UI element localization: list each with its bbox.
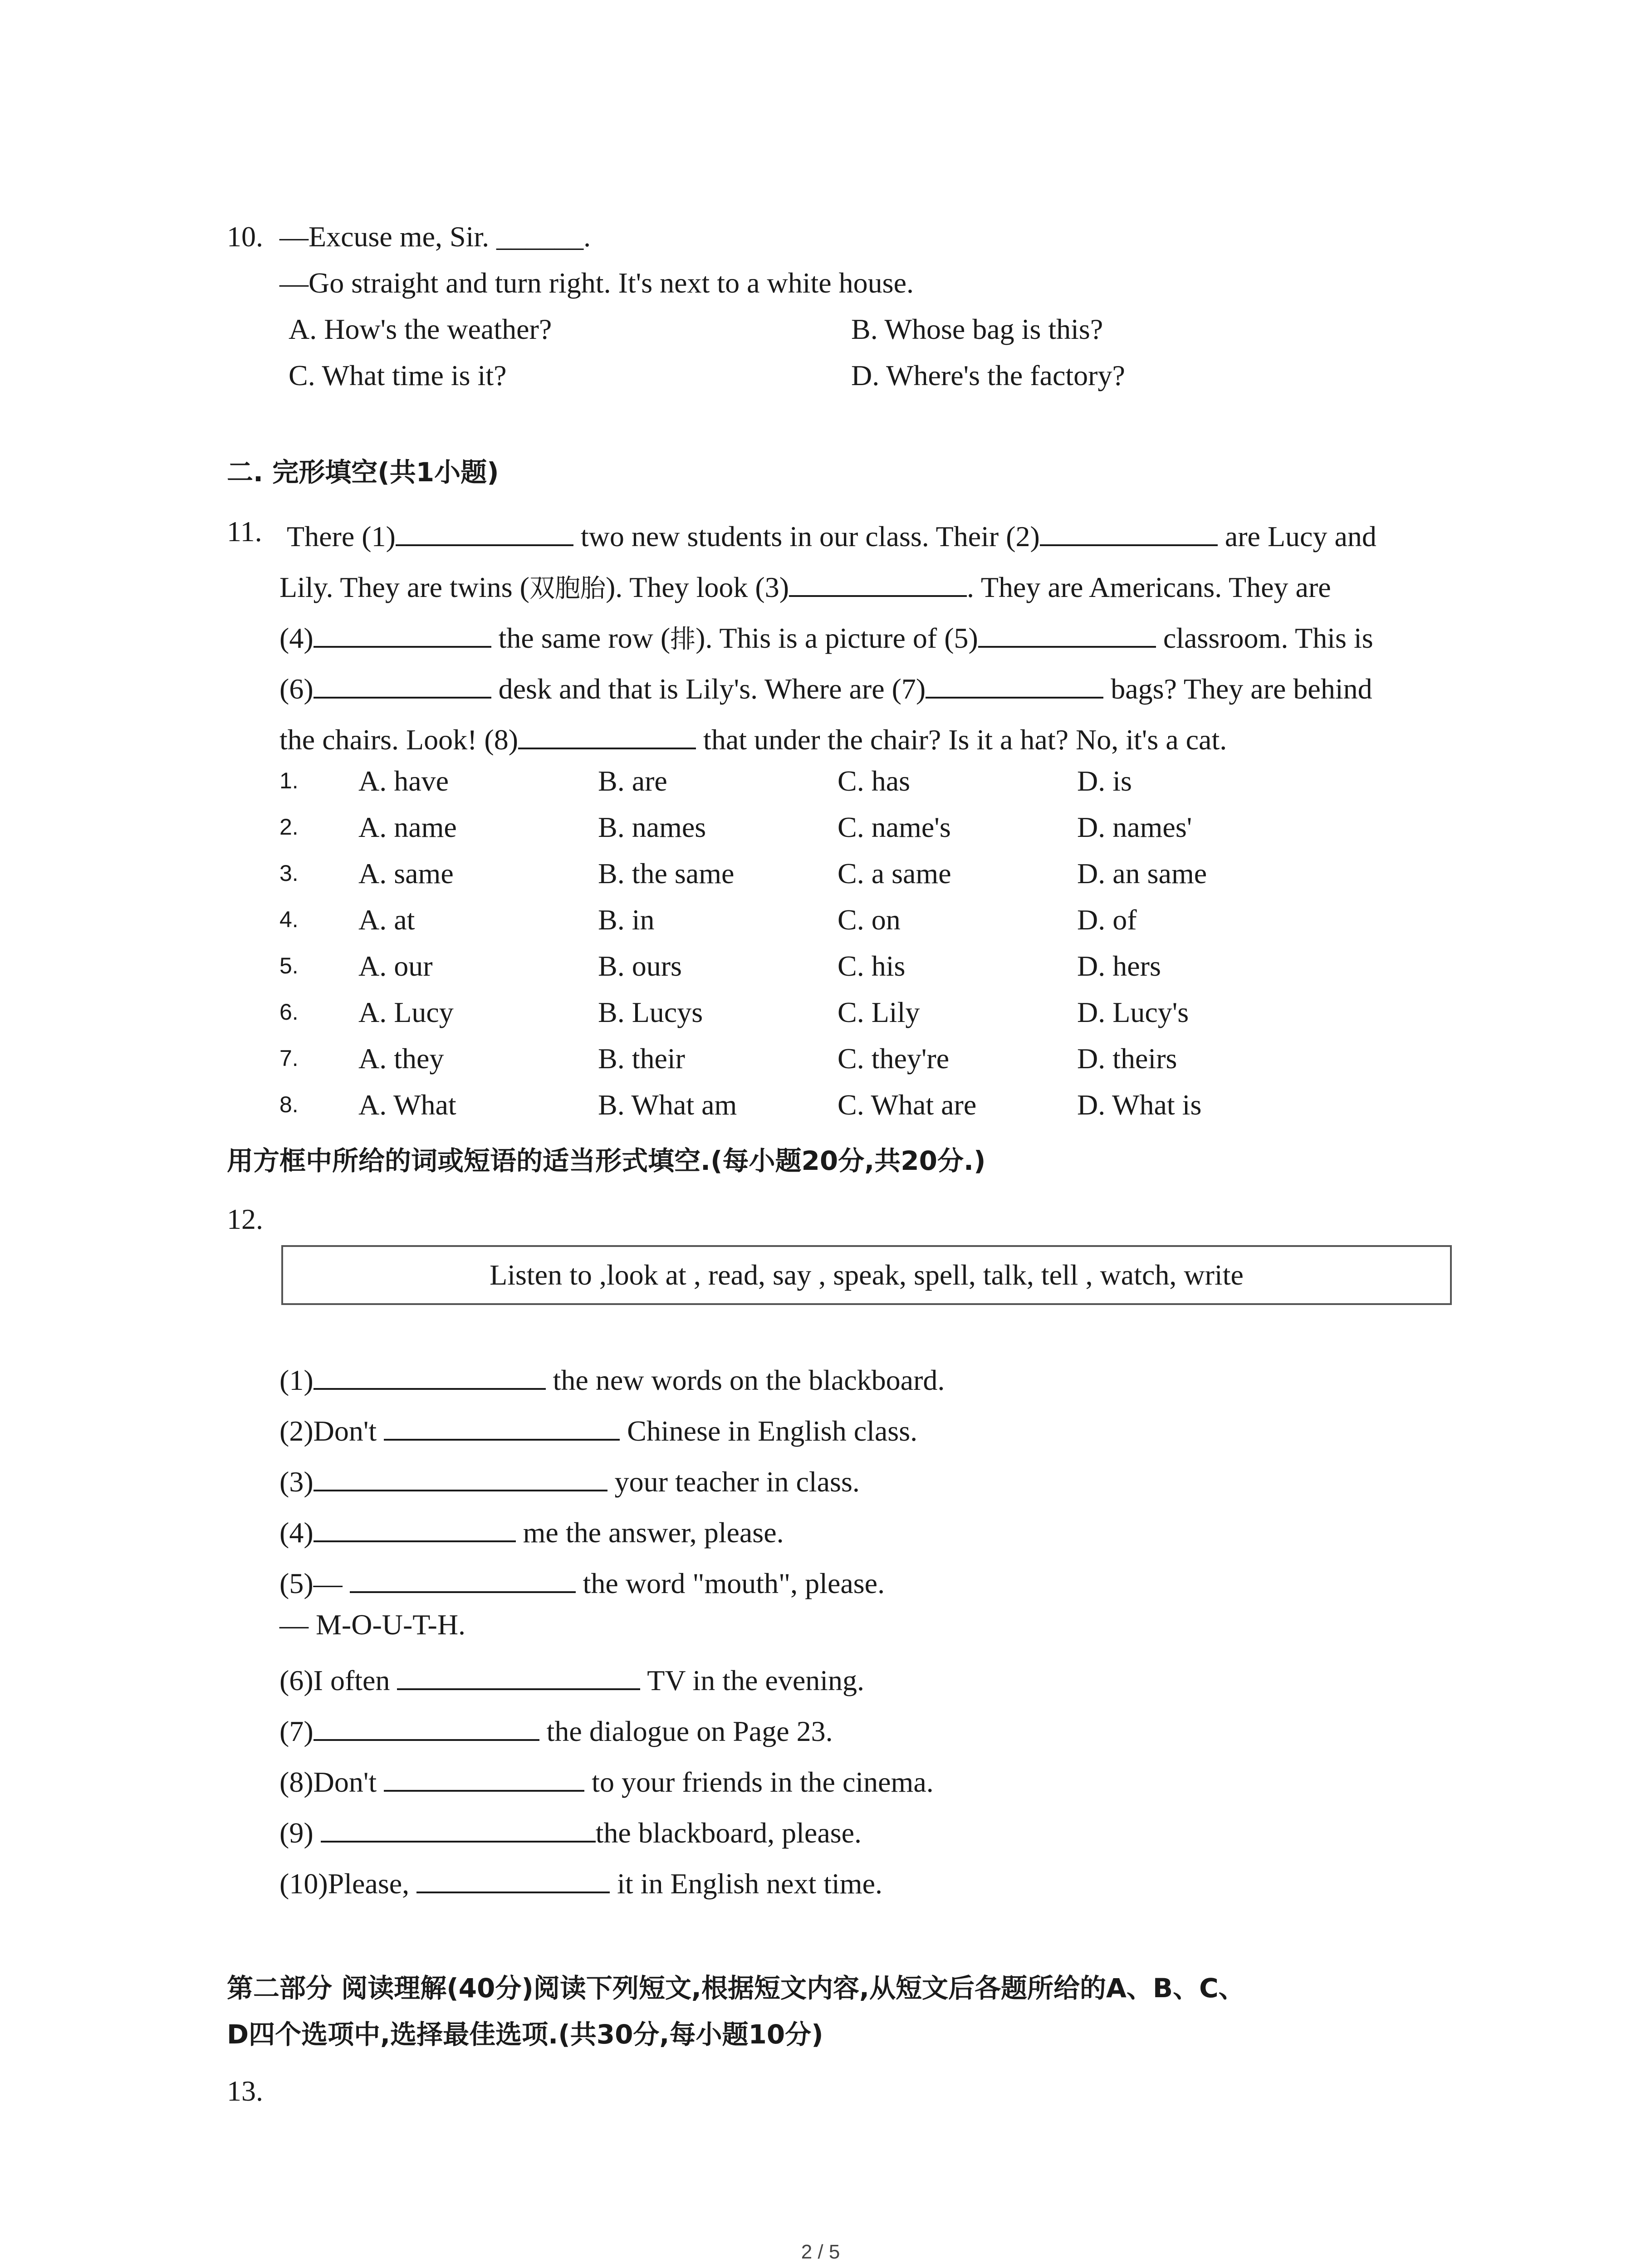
- choice-row-number: 8.: [279, 1092, 299, 1117]
- blank-4: [314, 619, 491, 648]
- item-prefix: (4): [279, 1516, 314, 1549]
- answer-blank: [416, 1864, 610, 1893]
- section-heading-cloze: 二. 完形填空(共1小题): [227, 457, 499, 488]
- blank-1: [396, 517, 573, 546]
- q12-item-9: [279, 1813, 862, 1848]
- item-suffix: me the answer, please.: [515, 1516, 784, 1549]
- item-prefix: (7): [279, 1715, 314, 1747]
- q11-text: There (1): [287, 520, 396, 552]
- item-prefix: (5)—: [279, 1567, 350, 1599]
- choice-row-number: 2.: [279, 814, 299, 840]
- item-prefix: (3): [279, 1466, 314, 1498]
- choice-option: A. Lucy: [358, 996, 454, 1028]
- word-box: [281, 1245, 1452, 1305]
- q11-passage-line5: [279, 720, 1227, 754]
- q10-option-d: D. Where's the factory?: [851, 359, 1125, 391]
- item-prefix: (9): [279, 1817, 321, 1849]
- blank-5: [978, 619, 1156, 648]
- q13-number: 13.: [227, 2075, 263, 2107]
- choice-row-number: 1.: [279, 768, 299, 793]
- choice-option: A. our: [358, 950, 433, 982]
- blank-6: [314, 670, 491, 699]
- item-suffix: your teacher in class.: [607, 1466, 860, 1498]
- item-suffix: the blackboard, please.: [595, 1817, 862, 1849]
- item-suffix: to your friends in the cinema.: [584, 1766, 934, 1798]
- q11-text: (4): [279, 622, 314, 654]
- choice-option: A. name: [358, 811, 457, 843]
- choice-option: D. of: [1077, 904, 1137, 936]
- q11-text: the chairs. Look! (8): [279, 723, 519, 756]
- answer-blank: [321, 1813, 596, 1843]
- choice-option: B. Lucys: [598, 996, 703, 1028]
- q12-item-3: [279, 1462, 860, 1496]
- q10-line1: —Excuse me, Sir. ______.: [279, 220, 591, 253]
- q11-text: ). They look (3): [605, 571, 789, 603]
- item-prefix: (10)Please,: [279, 1867, 417, 1900]
- q12-item-8: [279, 1763, 934, 1797]
- choice-option: C. has: [838, 765, 910, 797]
- choice-option: C. his: [838, 950, 906, 982]
- item-suffix: Chinese in English class.: [620, 1415, 918, 1447]
- choice-option: D. What is: [1077, 1089, 1202, 1121]
- answer-blank: [314, 1513, 516, 1542]
- choice-row-number: 6.: [279, 999, 299, 1025]
- choice-option: A. have: [358, 765, 449, 797]
- q11-text: are Lucy and: [1217, 520, 1376, 552]
- choice-option: B. are: [598, 765, 667, 797]
- item-prefix: (2)Don't: [279, 1415, 384, 1447]
- choice-option: B. What am: [598, 1089, 737, 1121]
- q11-text: that under the chair? Is it a hat? No, it's a cat.: [696, 723, 1227, 756]
- blank-2: [1040, 517, 1218, 546]
- q10-option-c: C. What time is it?: [289, 359, 507, 391]
- page-number: 2 / 5: [801, 2241, 840, 2263]
- choice-row-number: 3.: [279, 860, 299, 886]
- item-suffix: it in English next time.: [610, 1867, 882, 1900]
- q12-item-2: [279, 1412, 917, 1446]
- q10-option-a: A. How's the weather?: [289, 313, 552, 345]
- q11-cjk-gloss: 双胞胎: [529, 574, 606, 603]
- choice-option: C. name's: [838, 811, 951, 843]
- item-suffix: TV in the evening.: [640, 1664, 864, 1696]
- item-prefix: — M-O-U-T-H.: [279, 1608, 466, 1641]
- answer-blank: [384, 1763, 584, 1792]
- q12-item-6: [279, 1661, 864, 1695]
- choice-option: C. a same: [838, 857, 951, 890]
- q11-text: two new students in our class. Their (2): [573, 520, 1040, 552]
- q12-item-7: [279, 1712, 833, 1746]
- q11-text: . They are Americans. They are: [967, 571, 1331, 603]
- choice-option: A. at: [358, 904, 415, 936]
- choice-option: D. names': [1077, 811, 1192, 843]
- q12-item-1: [279, 1361, 945, 1395]
- choice-option: C. on: [838, 904, 901, 936]
- blank-8: [518, 720, 696, 749]
- answer-blank: [384, 1412, 620, 1441]
- answer-blank: [350, 1564, 576, 1593]
- choice-row-number: 4.: [279, 907, 299, 932]
- choice-option: D. hers: [1077, 950, 1161, 982]
- item-suffix: the word "mouth", please.: [575, 1567, 885, 1599]
- word-box-text: Listen to ,look at , read, say , speak, spell, talk, tell , watch, write: [490, 1259, 1244, 1291]
- choice-option: A. same: [358, 857, 454, 890]
- q12-item-10: [279, 1864, 882, 1898]
- choice-option: B. ours: [598, 950, 682, 982]
- answer-blank: [397, 1661, 640, 1690]
- q11-passage-line1: [287, 517, 1376, 551]
- choice-option: A. they: [358, 1042, 444, 1075]
- choice-row-number: 5.: [279, 953, 299, 978]
- item-prefix: (1): [279, 1364, 314, 1396]
- choice-option: A. What: [358, 1089, 456, 1121]
- q11-passage-line2: [279, 568, 1331, 602]
- item-suffix: the dialogue on Page 23.: [539, 1715, 833, 1747]
- answer-blank: [314, 1462, 607, 1491]
- part2-heading-line1: 第二部分 阅读理解(40分)阅读下列短文,根据短文内容,从短文后各题所给的A、B、C、: [227, 1973, 1245, 2004]
- item-prefix: (6)I often: [279, 1664, 397, 1696]
- q12-item-5: [279, 1564, 885, 1598]
- q11-passage-line3: [279, 619, 1373, 653]
- q12-item-4: [279, 1513, 784, 1547]
- q11-text: (6): [279, 673, 314, 705]
- q11-text: bags? They are behind: [1103, 673, 1372, 705]
- choice-option: D. is: [1077, 765, 1132, 797]
- q11-text: desk and that is Lily's. Where are (7): [491, 673, 926, 705]
- blank-7: [926, 670, 1103, 699]
- q11-text: the same row (: [491, 622, 671, 654]
- q11-number: 11.: [227, 515, 262, 547]
- q10-number: 10.: [227, 220, 263, 253]
- part2-heading-line2: D四个选项中,选择最佳选项.(共30分,每小题10分): [227, 2019, 823, 2050]
- q11-passage-line4: [279, 670, 1372, 704]
- item-prefix: (8)Don't: [279, 1766, 384, 1798]
- q10-option-b: B. Whose bag is this?: [851, 313, 1103, 345]
- answer-blank: [314, 1361, 546, 1390]
- choice-option: D. Lucy's: [1077, 996, 1189, 1028]
- choice-option: B. names: [598, 811, 706, 843]
- q11-text: ). This is a picture of (5): [696, 622, 978, 654]
- item-suffix: the new words on the blackboard.: [545, 1364, 945, 1396]
- choice-option: C. they're: [838, 1042, 950, 1075]
- q11-cjk-gloss: 排: [670, 625, 696, 654]
- choice-option: C. What are: [838, 1089, 977, 1121]
- answer-blank: [314, 1712, 539, 1741]
- q11-text: Lily. They are twins (: [279, 571, 529, 603]
- q12-number: 12.: [227, 1203, 263, 1235]
- q10-line2: —Go straight and turn right. It's next to a white house.: [279, 267, 914, 299]
- choice-row-number: 7.: [279, 1046, 299, 1071]
- blank-3: [789, 568, 967, 597]
- choice-option: B. their: [598, 1042, 685, 1075]
- choice-option: B. in: [598, 904, 655, 936]
- choice-option: D. theirs: [1077, 1042, 1177, 1075]
- q12-item-5-reply: [279, 1610, 465, 1639]
- choice-option: B. the same: [598, 857, 735, 890]
- section-heading-word-fill: 用方框中所给的词或短语的适当形式填空.(每小题20分,共20分.): [227, 1145, 986, 1176]
- q11-text: classroom. This is: [1156, 622, 1373, 654]
- choice-option: C. Lily: [838, 996, 920, 1028]
- choice-option: D. an same: [1077, 857, 1207, 890]
